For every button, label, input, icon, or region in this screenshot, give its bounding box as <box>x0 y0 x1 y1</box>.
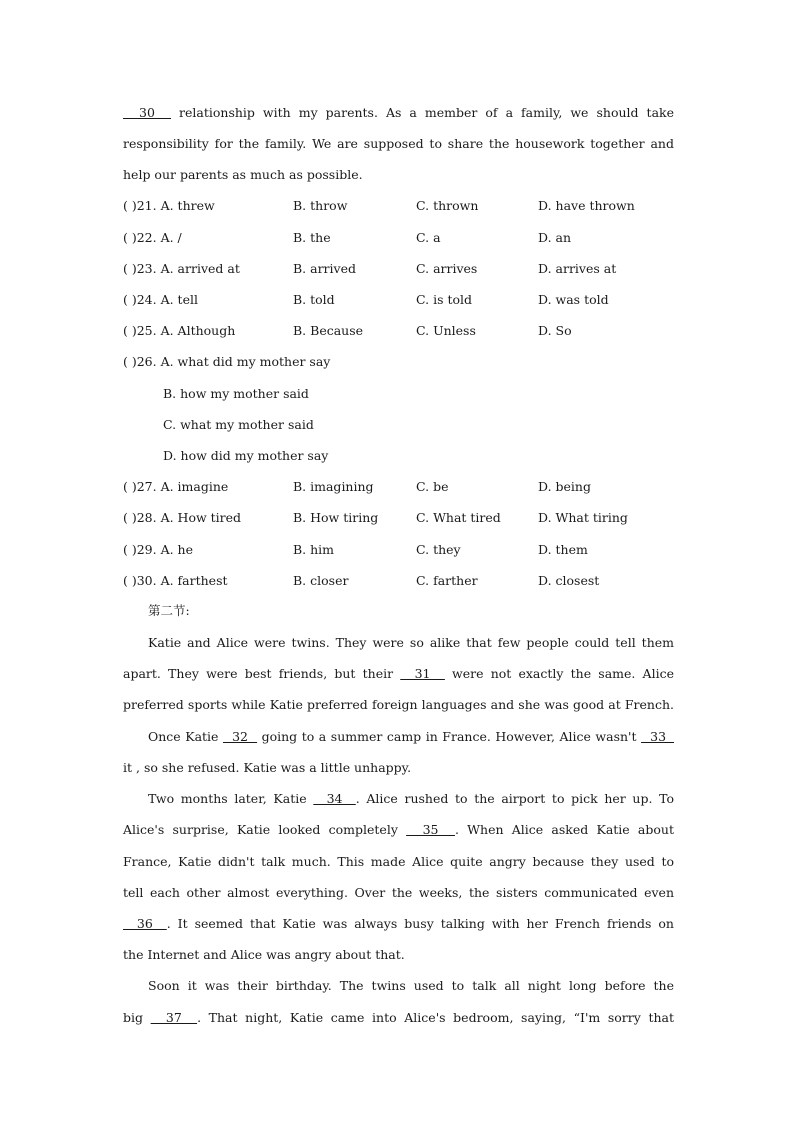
p3-line-2: Alice's surprise, Katie looked completely 35 . When Alice asked Katie about <box>123 822 674 837</box>
question-26-option-c: C. what my mother said <box>163 417 314 432</box>
blank-32: 32 <box>222 729 258 744</box>
intro-line-2: responsibility for the family. We are supposed to share the housework together and <box>123 136 674 151</box>
question-23: ( )23. A. arrived at B. arrived C. arrives D. arrives at <box>123 261 617 276</box>
question-25: ( )25. A. Although B. Because C. Unless D. So <box>123 323 572 338</box>
section-2-heading: 第二节: <box>148 603 190 618</box>
p3-line-4: tell each other almost everything. Over the weeks, the sisters communicated even <box>123 885 674 900</box>
question-29: ( )29. A. he B. him C. they D. them <box>123 542 588 557</box>
question-26-option-d: D. how did my mother say <box>163 448 329 463</box>
question-22: ( )22. A. / B. the C. a D. an <box>123 230 572 245</box>
p3-line-1: Two months later, Katie 34 . Alice rushed to the airport to pick her up. To <box>148 791 674 806</box>
p2-line-1: Once Katie 32 going to a summer camp in France. However, Alice wasn't 33 <box>148 729 674 744</box>
blank-31: 31 <box>400 666 445 681</box>
p1-line-2: apart. They were best friends, but their 31 were not exactly the same. Alice <box>123 666 674 681</box>
blank-36: 36 <box>123 916 167 931</box>
blank-35: 35 <box>406 822 455 837</box>
question-26: ( )26. A. what did my mother say <box>123 354 331 369</box>
p4-line-2: big 37 . That night, Katie came into Alice's bedroom, saying, “I'm sorry that <box>123 1010 674 1025</box>
p3-line-3: France, Katie didn't talk much. This made Alice quite angry because they used to <box>123 854 674 869</box>
p1-line-1: Katie and Alice were twins. They were so alike that few people could tell them <box>148 635 674 650</box>
question-26-option-b: B. how my mother said <box>163 386 309 401</box>
question-21: ( )21. A. threw B. throw C. thrown D. have thrown <box>123 198 635 213</box>
p1-line-3: preferred sports while Katie preferred foreign languages and she was good at French. <box>123 697 674 712</box>
p3-line-6: the Internet and Alice was angry about that. <box>123 947 405 962</box>
intro-line-1: 30 relationship with my parents. As a member of a family, we should take <box>123 105 674 120</box>
question-27: ( )27. A. imagine B. imagining C. be D. being <box>123 479 591 494</box>
blank-37: 37 <box>150 1010 198 1025</box>
p4-line-1: Soon it was their birthday. The twins used to talk all night long before the <box>148 978 674 993</box>
blank-30: 30 <box>123 105 171 120</box>
question-24: ( )24. A. tell B. told C. is told D. was told <box>123 292 609 307</box>
blank-33: 33 <box>641 729 674 744</box>
blank-34: 34 <box>313 791 356 806</box>
p2-line-2: it , so she refused. Katie was a little unhappy. <box>123 760 412 775</box>
question-28: ( )28. A. How tired B. How tiring C. What tired D. What tiring <box>123 510 628 525</box>
intro-line-3: help our parents as much as possible. <box>123 167 363 182</box>
question-30: ( )30. A. farthest B. closer C. farther D. closest <box>123 573 600 588</box>
p3-line-5: 36 . It seemed that Katie was always busy talking with her French friends on <box>123 916 674 931</box>
